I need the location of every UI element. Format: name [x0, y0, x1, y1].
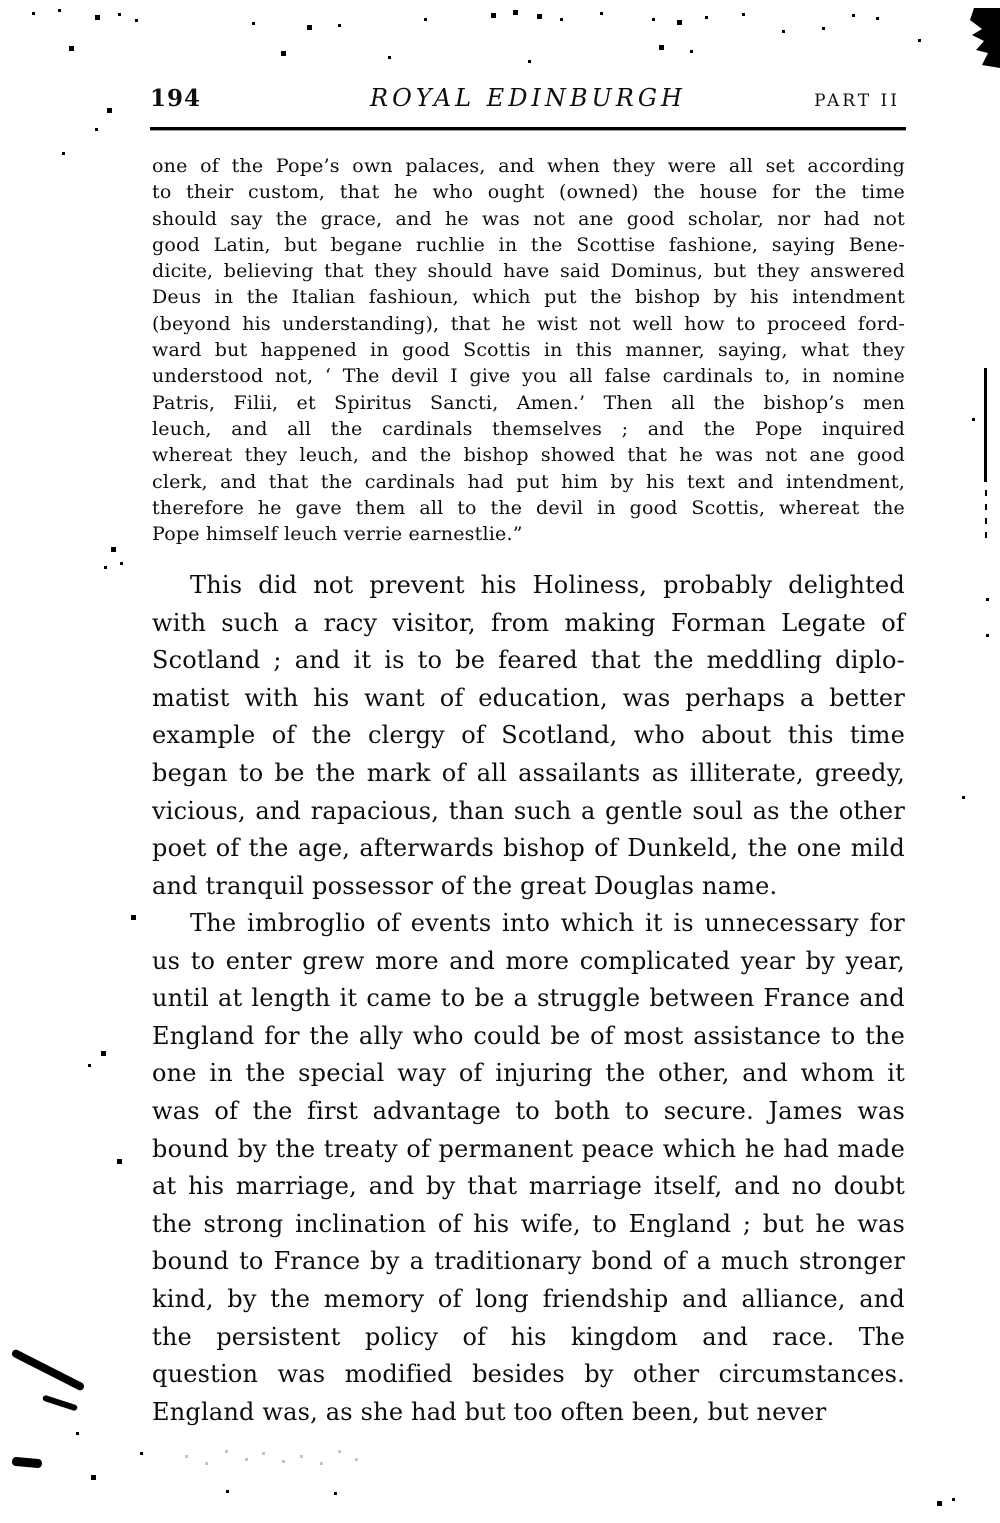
text-line: should say the grace, and he was not ane good scholar, nor had not — [152, 207, 905, 230]
scan-corner-blob — [960, 8, 1000, 68]
scan-edge-line-dashed — [985, 490, 987, 542]
text-line: clerk, and that the cardinals had put him by his text and intendment, — [152, 470, 905, 493]
text-line: with such a racy visitor, from making Forman Legate of — [152, 608, 905, 637]
text-line: bound to France by a traditionary bond of a much stronger — [152, 1247, 905, 1276]
text-line: This did not prevent his Holiness, probably delighted — [190, 571, 905, 599]
text-line: and tranquil possessor of the great Douglas name. — [152, 871, 778, 900]
paragraph-2 — [152, 905, 905, 1431]
text-line: good Latin, but begane ruchlie in the Scottise fashione, saying Bene- — [152, 233, 905, 256]
text-line: at his marriage, and by that marriage itself, and no doubt — [152, 1172, 905, 1201]
scan-edge-line — [984, 368, 987, 482]
scan-smudge — [12, 1457, 43, 1469]
text-line: ward but happened in good Scottis in this manner, saying, what they — [152, 339, 905, 362]
text-line: therefore he gave them all to the devil in good Scottis, whereat the — [152, 496, 905, 519]
text-line: dicite, believing that they should have said Dominus, but they answered — [152, 260, 905, 283]
text-line: the strong inclination of his wife, to England ; but he was — [152, 1209, 905, 1238]
text-line: Deus in the Italian fashioun, which put the bishop by his intendment — [152, 286, 905, 309]
header-rule — [150, 127, 906, 130]
text-line: us to enter grew more and more complicated year by year, — [152, 946, 905, 975]
text-line: example of the clergy of Scotland, who about this time — [152, 721, 905, 750]
text-line: Scotland ; and it is to be feared that the meddling diplo- — [152, 646, 905, 675]
text-line: vicious, and rapacious, than such a gentle soul as the other — [152, 796, 905, 825]
text-line: leuch, and all the cardinals themselves ; and the Pope inquired — [152, 417, 905, 440]
text-line: matist with his want of education, was perhaps a better — [152, 683, 905, 712]
text-line: England was, as she had but too often been, but never — [152, 1397, 827, 1426]
page-header — [150, 84, 906, 112]
text-line: kind, by the memory of long friendship and alliance, and — [152, 1284, 905, 1313]
part-label: PART II — [814, 91, 900, 111]
text-line: question was modified besides by other circumstances. — [152, 1360, 905, 1389]
text-line: The imbroglio of events into which it is unnecessary for — [190, 909, 905, 937]
scan-noise-faint-specks — [0, 0, 3, 3]
running-title: ROYAL EDINBURGH — [370, 84, 686, 112]
text-line: Patris, Filii, et Spiritus Sancti, Amen.’ Then all the bishop’s men — [152, 391, 905, 414]
text-line: began to be the mark of all assailants as illiterate, greedy, — [152, 758, 905, 787]
text-line: poet of the age, afterwards bishop of Dunkeld, the one mild — [152, 834, 905, 863]
text-line: understood not, ‘ The devil I give you all false cardinals to, in nomine — [152, 365, 905, 388]
text-line: until at length it came to be a struggle between France and — [152, 984, 905, 1013]
text-line: to their custom, that he who ought (owned) the house for the time — [152, 181, 905, 204]
text-line: Pope himself leuch verrie earnestlie.” — [152, 523, 523, 546]
text-line: bound by the treaty of permanent peace which he had made — [152, 1134, 905, 1163]
text-line: (beyond his understanding), that he wist not well how to proceed ford- — [152, 312, 905, 335]
text-line: one in the special way of injuring the other, and whom it — [152, 1059, 905, 1088]
text-line: the persistent policy of his kingdom and race. The — [152, 1322, 905, 1351]
scan-smudge — [11, 1348, 86, 1391]
page-number: 194 — [150, 85, 202, 112]
paragraph-1 — [152, 567, 905, 905]
text-line: England for the ally who could be of most assistance to the — [152, 1021, 905, 1050]
text-line: was of the first advantage to both to secure. James was — [152, 1096, 905, 1125]
text-line: one of the Pope’s own palaces, and when they were all set according — [152, 155, 905, 177]
text-line: whereat they leuch, and the bishop showed that he was not ane good — [152, 444, 905, 467]
scan-smudge — [42, 1395, 78, 1412]
block-quote — [152, 153, 905, 547]
